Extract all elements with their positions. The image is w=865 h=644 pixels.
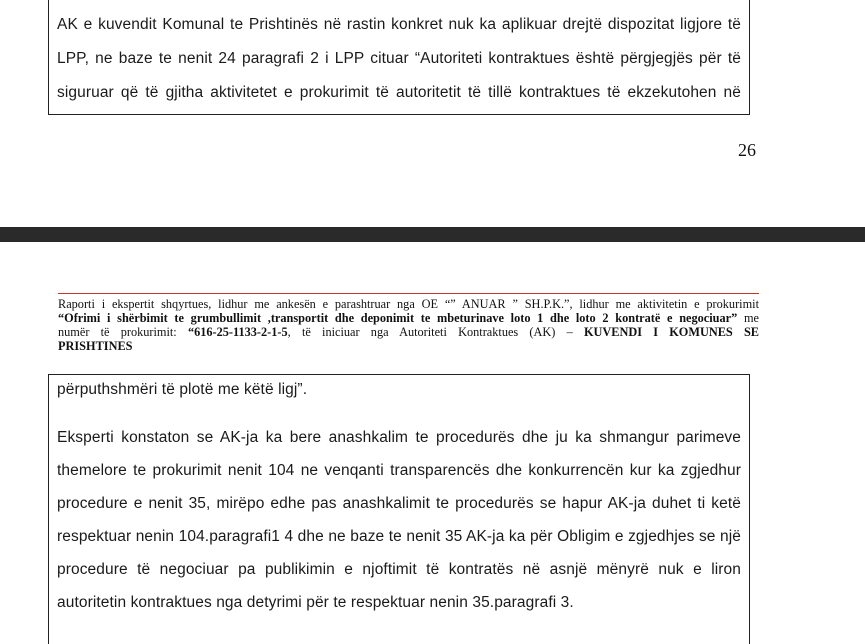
header-bold-text: “616-25-1133-2-1-5	[187, 325, 288, 339]
header-line	[58, 325, 759, 339]
header-text: me	[737, 311, 759, 325]
paragraph-line: themelore te prokurimit nenit 104 ne venqanti transparencës dhe konkurrencën kur ka zgjedhur	[57, 462, 741, 479]
header-line	[58, 311, 759, 325]
header-line	[58, 339, 759, 353]
header-bold-text: KUVENDI I KOMUNES SE	[583, 325, 759, 339]
page-separator	[0, 227, 865, 242]
paragraph-line: LPP, ne baze te nenit 24 paragrafi 2 i LPP cituar “Autoriteti kontraktues është përgjegjës për të	[57, 50, 741, 67]
paragraph-line: respektuar nenin 104.paragrafi1 4 dhe ne baze te nenit 35 AK-ja ka për Obligim e zgjedhjes se një	[57, 528, 741, 545]
paragraph-line: procedure e nenit 35, mirëpo edhe pas anashkalimit te procedurës se hapur AK-ja duhet ti ketë	[57, 495, 741, 512]
paragraph-line: autoritetin kontraktues nga detyrimi për te respektuar nenin 35.paragrafi 3.	[57, 594, 574, 611]
text-box-top	[48, 0, 750, 115]
text-box-bottom	[48, 374, 750, 644]
quote-end-line: përputhshmëri të plotë me këtë ligj”.	[57, 381, 308, 398]
paragraph-line: procedure të negociuar pa publikimin e njoftimit të kontratës në asnjë mënyrë nuk e liron	[57, 561, 741, 578]
header-bold-text: “Ofrimi i shërbimit te grumbullimit ,transportit dhe deponimit te mbeturinave loto 1 dhe loto 2 kontratë e negociuar”	[58, 311, 738, 325]
header-line: Raporti i ekspertit shqyrtues, lidhur me ankesën e parashtruar nga OE “” ANUAR ” SH.P.K.”, lidhur me aktivitetin e prokurimit	[58, 297, 759, 311]
header-text: numër të prokurimit:	[58, 325, 188, 339]
header-bold-text: PRISHTINES	[58, 339, 133, 353]
header-text: , të iniciuar nga Autoriteti Kontraktues (AK) –	[287, 325, 584, 339]
page-header	[58, 293, 759, 353]
paragraph-line: siguruar që të gjitha aktivitetet e prokurimit të autoritetit të tillë kontraktues të ekzekutohen në	[57, 84, 741, 101]
paragraph-line: AK e kuvendit Komunal te Prishtinës në rastin konkret nuk ka aplikuar drejtë dispozitat ligjore të	[57, 16, 741, 33]
paragraph-line: Eksperti konstaton se AK-ja ka bere anashkalim te procedurës dhe ju ka shmangur parimeve	[57, 429, 741, 446]
page-number: 26	[738, 140, 756, 160]
